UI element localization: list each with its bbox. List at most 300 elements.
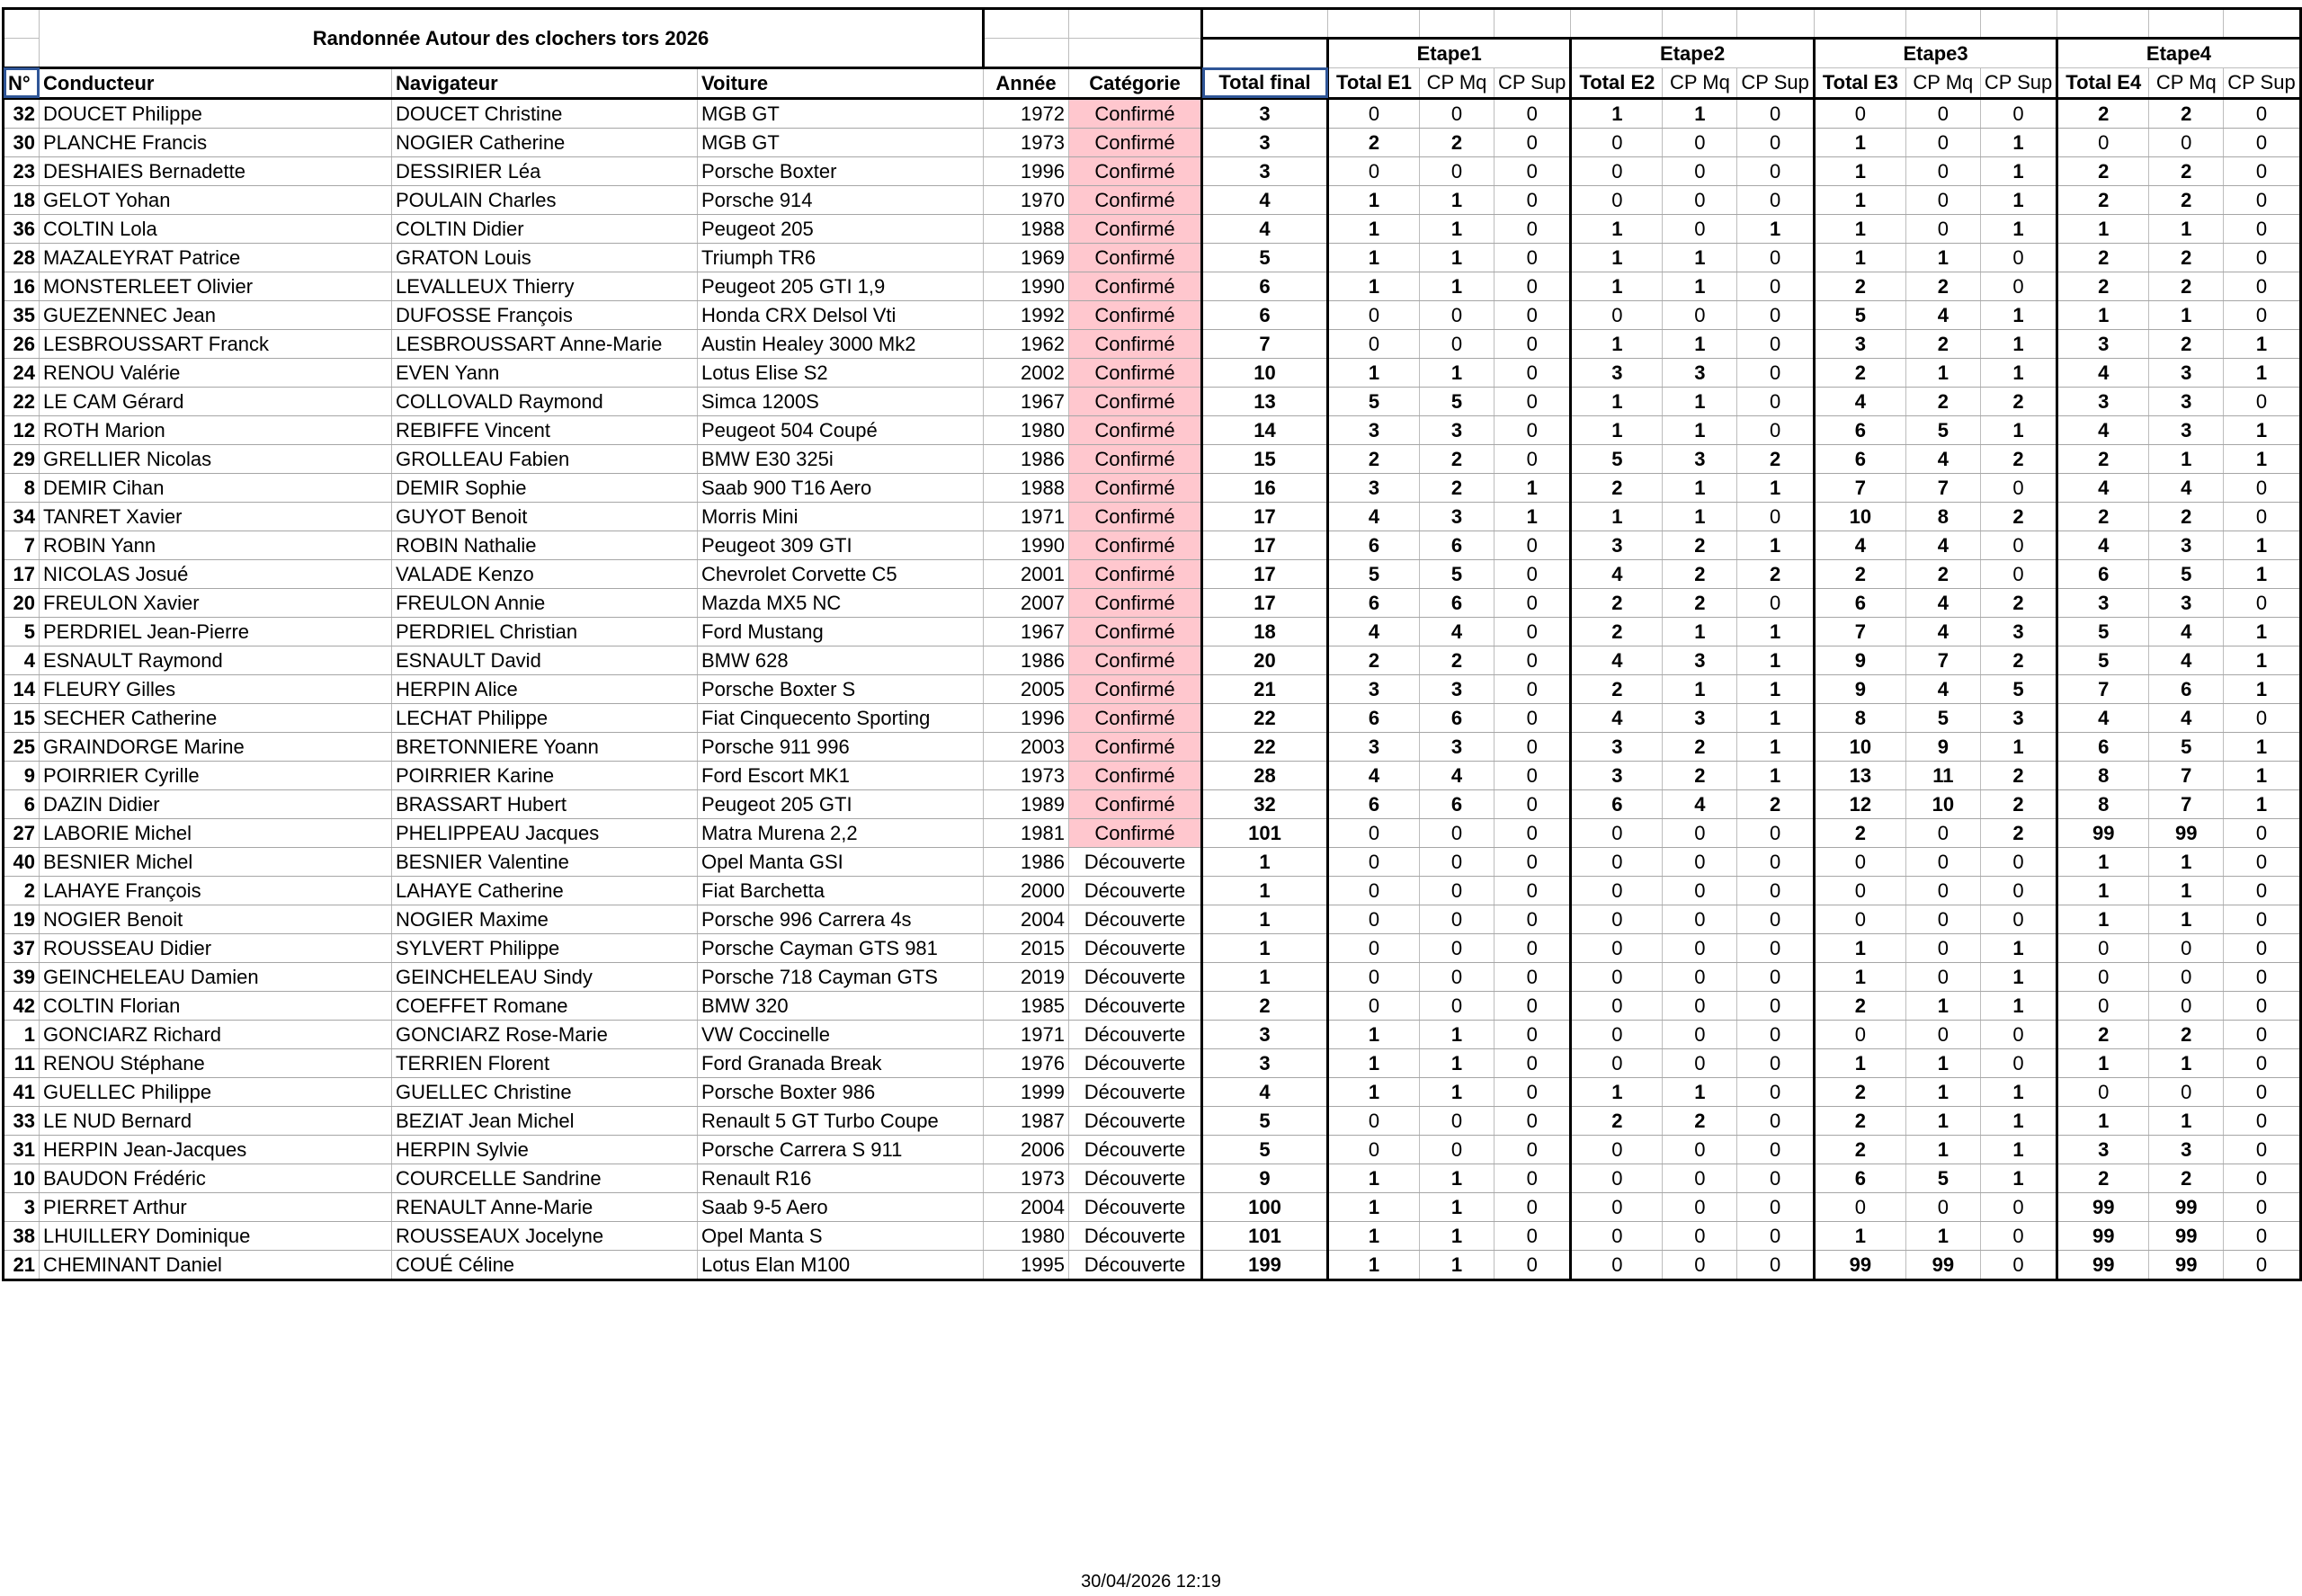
cell-cp-sup-e1[interactable]: 0	[1495, 444, 1571, 473]
cell-cp-sup-e2[interactable]: 1	[1737, 473, 1814, 502]
col-header-cp-mq-e3[interactable]: CP Mq	[1905, 67, 1980, 98]
cell-cp-sup-e2[interactable]: 0	[1737, 185, 1814, 214]
cell-total-e4[interactable]: 3	[2057, 1135, 2149, 1164]
cell-total-final[interactable]: 32	[1202, 789, 1328, 818]
cell-total-final[interactable]: 17	[1202, 502, 1328, 531]
cell-total-e2[interactable]: 0	[1571, 991, 1663, 1020]
cell-total-e2[interactable]: 0	[1571, 185, 1663, 214]
cell-cp-sup-e1[interactable]: 0	[1495, 243, 1571, 272]
cell-cp-mq-e4[interactable]: 0	[2149, 128, 2224, 156]
cell-total-e3[interactable]: 4	[1814, 531, 1905, 559]
empty-cell[interactable]	[4, 9, 40, 39]
cell-car[interactable]: Porsche 718 Cayman GTS	[698, 962, 984, 991]
cell-category[interactable]: Confirmé	[1069, 732, 1202, 761]
cell-driver[interactable]: PIERRET Arthur	[40, 1192, 392, 1221]
cell-category[interactable]: Confirmé	[1069, 272, 1202, 300]
cell-total-e2[interactable]: 1	[1571, 502, 1663, 531]
col-header-total-e3[interactable]: Total E3	[1814, 67, 1905, 98]
cell-total-e3[interactable]: 2	[1814, 358, 1905, 387]
cell-cp-sup-e1[interactable]: 0	[1495, 761, 1571, 789]
cell-total-e2[interactable]: 3	[1571, 358, 1663, 387]
cell-cp-mq-e4[interactable]: 7	[2149, 789, 2224, 818]
cell-cp-sup-e3[interactable]: 1	[1980, 358, 2057, 387]
cell-cp-sup-e3[interactable]: 2	[1980, 789, 2057, 818]
col-header-cp-mq-e2[interactable]: CP Mq	[1663, 67, 1737, 98]
cell-navigator[interactable]: ROBIN Nathalie	[392, 531, 698, 559]
empty-cell[interactable]	[2057, 9, 2149, 39]
cell-cp-sup-e4[interactable]: 0	[2224, 98, 2300, 128]
cell-cp-sup-e3[interactable]: 0	[1980, 1250, 2057, 1279]
cell-total-e2[interactable]: 4	[1571, 703, 1663, 732]
cell-navigator[interactable]: LESBROUSSART Anne-Marie	[392, 329, 698, 358]
cell-cp-sup-e2[interactable]: 0	[1737, 876, 1814, 905]
cell-cp-mq-e2[interactable]: 0	[1663, 1192, 1737, 1221]
cell-car[interactable]: Fiat Cinquecento Sporting	[698, 703, 984, 732]
cell-car[interactable]: Triumph TR6	[698, 243, 984, 272]
cell-total-e1[interactable]: 2	[1328, 646, 1420, 674]
cell-category[interactable]: Découverte	[1069, 1192, 1202, 1221]
cell-total-e4[interactable]: 3	[2057, 588, 2149, 617]
empty-cell[interactable]	[1737, 9, 1814, 39]
cell-car[interactable]: MGB GT	[698, 128, 984, 156]
cell-category[interactable]: Confirmé	[1069, 789, 1202, 818]
cell-total-e2[interactable]: 0	[1571, 847, 1663, 876]
cell-cp-sup-e1[interactable]: 0	[1495, 703, 1571, 732]
cell-total-e4[interactable]: 1	[2057, 1048, 2149, 1077]
cell-cp-sup-e1[interactable]: 0	[1495, 588, 1571, 617]
cell-cp-sup-e3[interactable]: 1	[1980, 1077, 2057, 1106]
cell-total-e4[interactable]: 3	[2057, 387, 2149, 415]
cell-total-e1[interactable]: 6	[1328, 789, 1420, 818]
cell-cp-mq-e1[interactable]: 2	[1420, 473, 1495, 502]
cell-cp-mq-e3[interactable]: 7	[1905, 646, 1980, 674]
cell-driver[interactable]: RENOU Valérie	[40, 358, 392, 387]
cell-driver[interactable]: MAZALEYRAT Patrice	[40, 243, 392, 272]
cell-total-final[interactable]: 22	[1202, 732, 1328, 761]
cell-navigator[interactable]: NOGIER Catherine	[392, 128, 698, 156]
cell-year[interactable]: 1981	[984, 818, 1069, 847]
cell-total-final[interactable]: 101	[1202, 818, 1328, 847]
cell-category[interactable]: Confirmé	[1069, 329, 1202, 358]
cell-year[interactable]: 1972	[984, 98, 1069, 128]
cell-total-e4[interactable]: 99	[2057, 1192, 2149, 1221]
cell-cp-sup-e2[interactable]: 0	[1737, 1106, 1814, 1135]
cell-cp-mq-e1[interactable]: 4	[1420, 761, 1495, 789]
cell-num[interactable]: 25	[4, 732, 40, 761]
cell-cp-mq-e2[interactable]: 1	[1663, 272, 1737, 300]
cell-car[interactable]: Porsche Cayman GTS 981	[698, 933, 984, 962]
cell-total-e1[interactable]: 0	[1328, 905, 1420, 933]
cell-cp-mq-e2[interactable]: 0	[1663, 214, 1737, 243]
cell-cp-sup-e3[interactable]: 1	[1980, 732, 2057, 761]
cell-num[interactable]: 1	[4, 1020, 40, 1048]
cell-year[interactable]: 2005	[984, 674, 1069, 703]
cell-cp-mq-e4[interactable]: 0	[2149, 991, 2224, 1020]
cell-cp-mq-e2[interactable]: 0	[1663, 1221, 1737, 1250]
cell-cp-sup-e2[interactable]: 1	[1737, 617, 1814, 646]
cell-year[interactable]: 1973	[984, 128, 1069, 156]
cell-cp-sup-e4[interactable]: 0	[2224, 502, 2300, 531]
cell-cp-sup-e2[interactable]: 0	[1737, 991, 1814, 1020]
cell-total-e4[interactable]: 2	[2057, 243, 2149, 272]
cell-total-e3[interactable]: 6	[1814, 444, 1905, 473]
cell-num[interactable]: 33	[4, 1106, 40, 1135]
cell-cp-sup-e2[interactable]: 0	[1737, 905, 1814, 933]
cell-cp-mq-e2[interactable]: 1	[1663, 329, 1737, 358]
cell-cp-sup-e3[interactable]: 0	[1980, 243, 2057, 272]
cell-cp-sup-e3[interactable]: 0	[1980, 1020, 2057, 1048]
cell-driver[interactable]: FREULON Xavier	[40, 588, 392, 617]
cell-cp-sup-e2[interactable]: 0	[1737, 156, 1814, 185]
cell-category[interactable]: Découverte	[1069, 991, 1202, 1020]
cell-cp-mq-e4[interactable]: 2	[2149, 98, 2224, 128]
cell-total-e1[interactable]: 1	[1328, 1192, 1420, 1221]
cell-car[interactable]: BMW E30 325i	[698, 444, 984, 473]
cell-cp-mq-e2[interactable]: 3	[1663, 444, 1737, 473]
cell-total-e1[interactable]: 1	[1328, 272, 1420, 300]
cell-total-final[interactable]: 6	[1202, 272, 1328, 300]
cell-total-e1[interactable]: 0	[1328, 962, 1420, 991]
cell-cp-mq-e4[interactable]: 1	[2149, 214, 2224, 243]
cell-navigator[interactable]: DEMIR Sophie	[392, 473, 698, 502]
cell-total-final[interactable]: 5	[1202, 1135, 1328, 1164]
cell-total-e4[interactable]: 1	[2057, 1106, 2149, 1135]
cell-total-e1[interactable]: 0	[1328, 300, 1420, 329]
cell-cp-sup-e1[interactable]: 0	[1495, 789, 1571, 818]
cell-cp-sup-e2[interactable]: 0	[1737, 502, 1814, 531]
empty-cell[interactable]	[1328, 9, 1420, 39]
cell-driver[interactable]: GELOT Yohan	[40, 185, 392, 214]
cell-total-e4[interactable]: 4	[2057, 415, 2149, 444]
cell-car[interactable]: Mazda MX5 NC	[698, 588, 984, 617]
cell-cp-sup-e4[interactable]: 1	[2224, 444, 2300, 473]
cell-cp-sup-e2[interactable]: 0	[1737, 1221, 1814, 1250]
cell-cp-sup-e4[interactable]: 1	[2224, 732, 2300, 761]
cell-total-e1[interactable]: 0	[1328, 156, 1420, 185]
cell-num[interactable]: 26	[4, 329, 40, 358]
cell-car[interactable]: Peugeot 309 GTI	[698, 531, 984, 559]
cell-total-e3[interactable]: 6	[1814, 1164, 1905, 1192]
cell-year[interactable]: 1973	[984, 761, 1069, 789]
cell-driver[interactable]: GRAINDORGE Marine	[40, 732, 392, 761]
cell-cp-mq-e3[interactable]: 10	[1905, 789, 1980, 818]
cell-cp-sup-e2[interactable]: 0	[1737, 329, 1814, 358]
cell-navigator[interactable]: COEFFET Romane	[392, 991, 698, 1020]
cell-navigator[interactable]: HERPIN Sylvie	[392, 1135, 698, 1164]
cell-cp-mq-e2[interactable]: 0	[1663, 905, 1737, 933]
cell-car[interactable]: Saab 900 T16 Aero	[698, 473, 984, 502]
cell-cp-mq-e3[interactable]: 0	[1905, 1192, 1980, 1221]
cell-cp-mq-e4[interactable]: 0	[2149, 1077, 2224, 1106]
cell-car[interactable]: Peugeot 205 GTI	[698, 789, 984, 818]
cell-total-e1[interactable]: 3	[1328, 674, 1420, 703]
cell-cp-mq-e1[interactable]: 6	[1420, 588, 1495, 617]
cell-cp-mq-e1[interactable]: 0	[1420, 1135, 1495, 1164]
cell-total-e4[interactable]: 2	[2057, 98, 2149, 128]
cell-cp-sup-e4[interactable]: 1	[2224, 531, 2300, 559]
cell-cp-sup-e1[interactable]: 0	[1495, 1221, 1571, 1250]
cell-driver[interactable]: POIRRIER Cyrille	[40, 761, 392, 789]
cell-cp-sup-e2[interactable]: 0	[1737, 243, 1814, 272]
cell-total-e3[interactable]: 13	[1814, 761, 1905, 789]
cell-cp-mq-e3[interactable]: 0	[1905, 98, 1980, 128]
cell-cp-sup-e4[interactable]: 1	[2224, 761, 2300, 789]
cell-cp-mq-e1[interactable]: 1	[1420, 185, 1495, 214]
empty-cell[interactable]	[1663, 9, 1737, 39]
cell-cp-mq-e2[interactable]: 3	[1663, 358, 1737, 387]
cell-cp-mq-e3[interactable]: 1	[1905, 1077, 1980, 1106]
cell-cp-sup-e2[interactable]: 0	[1737, 128, 1814, 156]
cell-total-e2[interactable]: 0	[1571, 128, 1663, 156]
cell-total-e4[interactable]: 99	[2057, 1250, 2149, 1279]
cell-cp-sup-e4[interactable]: 0	[2224, 703, 2300, 732]
cell-year[interactable]: 2001	[984, 559, 1069, 588]
cell-navigator[interactable]: GUYOT Benoit	[392, 502, 698, 531]
cell-navigator[interactable]: DUFOSSE François	[392, 300, 698, 329]
cell-cp-mq-e3[interactable]: 8	[1905, 502, 1980, 531]
cell-cp-sup-e2[interactable]: 0	[1737, 1020, 1814, 1048]
cell-total-e2[interactable]: 0	[1571, 905, 1663, 933]
cell-cp-sup-e1[interactable]: 0	[1495, 818, 1571, 847]
empty-cell[interactable]	[1069, 9, 1202, 39]
cell-num[interactable]: 40	[4, 847, 40, 876]
cell-cp-sup-e3[interactable]: 1	[1980, 214, 2057, 243]
cell-year[interactable]: 1962	[984, 329, 1069, 358]
cell-cp-mq-e4[interactable]: 2	[2149, 243, 2224, 272]
cell-cp-sup-e4[interactable]: 1	[2224, 559, 2300, 588]
cell-total-final[interactable]: 13	[1202, 387, 1328, 415]
cell-cp-sup-e1[interactable]: 0	[1495, 905, 1571, 933]
cell-num[interactable]: 22	[4, 387, 40, 415]
cell-cp-sup-e3[interactable]: 2	[1980, 502, 2057, 531]
cell-navigator[interactable]: COURCELLE Sandrine	[392, 1164, 698, 1192]
cell-cp-sup-e1[interactable]: 0	[1495, 387, 1571, 415]
cell-num[interactable]: 29	[4, 444, 40, 473]
cell-cp-sup-e1[interactable]: 0	[1495, 185, 1571, 214]
cell-cp-sup-e2[interactable]: 1	[1737, 531, 1814, 559]
cell-year[interactable]: 2007	[984, 588, 1069, 617]
cell-driver[interactable]: FLEURY Gilles	[40, 674, 392, 703]
cell-cp-sup-e3[interactable]: 0	[1980, 876, 2057, 905]
cell-car[interactable]: BMW 320	[698, 991, 984, 1020]
cell-cp-mq-e1[interactable]: 1	[1420, 1250, 1495, 1279]
cell-cp-sup-e4[interactable]: 0	[2224, 185, 2300, 214]
cell-cp-mq-e3[interactable]: 0	[1905, 185, 1980, 214]
cell-driver[interactable]: LE NUD Bernard	[40, 1106, 392, 1135]
cell-navigator[interactable]: EVEN Yann	[392, 358, 698, 387]
cell-cp-mq-e1[interactable]: 0	[1420, 905, 1495, 933]
cell-category[interactable]: Confirmé	[1069, 98, 1202, 128]
cell-cp-sup-e3[interactable]: 1	[1980, 962, 2057, 991]
cell-cp-sup-e1[interactable]: 0	[1495, 358, 1571, 387]
cell-cp-sup-e3[interactable]: 1	[1980, 1106, 2057, 1135]
cell-total-e3[interactable]: 1	[1814, 1221, 1905, 1250]
cell-cp-sup-e1[interactable]: 0	[1495, 531, 1571, 559]
empty-cell[interactable]	[2224, 9, 2300, 39]
cell-total-e4[interactable]: 5	[2057, 617, 2149, 646]
cell-navigator[interactable]: POIRRIER Karine	[392, 761, 698, 789]
cell-cp-mq-e1[interactable]: 2	[1420, 444, 1495, 473]
cell-cp-mq-e4[interactable]: 1	[2149, 300, 2224, 329]
cell-num[interactable]: 5	[4, 617, 40, 646]
cell-cp-mq-e2[interactable]: 2	[1663, 559, 1737, 588]
cell-total-e1[interactable]: 4	[1328, 761, 1420, 789]
cell-cp-mq-e4[interactable]: 5	[2149, 559, 2224, 588]
cell-cp-sup-e3[interactable]: 0	[1980, 847, 2057, 876]
cell-cp-sup-e4[interactable]: 0	[2224, 214, 2300, 243]
cell-year[interactable]: 1987	[984, 1106, 1069, 1135]
cell-cp-sup-e4[interactable]: 0	[2224, 1020, 2300, 1048]
cell-driver[interactable]: DOUCET Philippe	[40, 98, 392, 128]
cell-total-e3[interactable]: 2	[1814, 1135, 1905, 1164]
cell-total-e4[interactable]: 4	[2057, 473, 2149, 502]
cell-cp-mq-e3[interactable]: 0	[1905, 876, 1980, 905]
cell-cp-sup-e4[interactable]: 0	[2224, 300, 2300, 329]
cell-navigator[interactable]: GEINCHELEAU Sindy	[392, 962, 698, 991]
cell-cp-sup-e4[interactable]: 0	[2224, 1250, 2300, 1279]
cell-cp-mq-e2[interactable]: 4	[1663, 789, 1737, 818]
cell-total-final[interactable]: 3	[1202, 1020, 1328, 1048]
cell-num[interactable]: 17	[4, 559, 40, 588]
cell-total-e3[interactable]: 9	[1814, 674, 1905, 703]
cell-total-e3[interactable]: 4	[1814, 387, 1905, 415]
cell-total-e3[interactable]: 0	[1814, 1020, 1905, 1048]
empty-cell[interactable]	[984, 38, 1069, 67]
cell-driver[interactable]: SECHER Catherine	[40, 703, 392, 732]
cell-total-e4[interactable]: 7	[2057, 674, 2149, 703]
cell-cp-mq-e1[interactable]: 4	[1420, 617, 1495, 646]
cell-total-e3[interactable]: 0	[1814, 905, 1905, 933]
empty-cell[interactable]	[1202, 38, 1328, 67]
cell-total-e3[interactable]: 12	[1814, 789, 1905, 818]
cell-num[interactable]: 35	[4, 300, 40, 329]
cell-category[interactable]: Découverte	[1069, 1221, 1202, 1250]
cell-cp-sup-e3[interactable]: 1	[1980, 300, 2057, 329]
cell-cp-mq-e1[interactable]: 6	[1420, 531, 1495, 559]
cell-cp-mq-e2[interactable]: 2	[1663, 732, 1737, 761]
cell-num[interactable]: 10	[4, 1164, 40, 1192]
cell-year[interactable]: 1969	[984, 243, 1069, 272]
cell-cp-sup-e4[interactable]: 0	[2224, 272, 2300, 300]
cell-category[interactable]: Confirmé	[1069, 703, 1202, 732]
cell-cp-sup-e3[interactable]: 1	[1980, 156, 2057, 185]
cell-total-e2[interactable]: 2	[1571, 674, 1663, 703]
cell-driver[interactable]: COLTIN Florian	[40, 991, 392, 1020]
cell-total-final[interactable]: 15	[1202, 444, 1328, 473]
cell-year[interactable]: 2019	[984, 962, 1069, 991]
cell-num[interactable]: 3	[4, 1192, 40, 1221]
cell-cp-mq-e4[interactable]: 2	[2149, 1164, 2224, 1192]
cell-cp-mq-e1[interactable]: 0	[1420, 847, 1495, 876]
cell-navigator[interactable]: LEVALLEUX Thierry	[392, 272, 698, 300]
cell-total-final[interactable]: 14	[1202, 415, 1328, 444]
cell-total-e4[interactable]: 0	[2057, 1077, 2149, 1106]
cell-total-e4[interactable]: 99	[2057, 818, 2149, 847]
cell-cp-mq-e2[interactable]: 0	[1663, 876, 1737, 905]
cell-total-e2[interactable]: 0	[1571, 1020, 1663, 1048]
col-header-category[interactable]: Catégorie	[1069, 67, 1202, 98]
cell-total-e3[interactable]: 1	[1814, 962, 1905, 991]
cell-total-e3[interactable]: 9	[1814, 646, 1905, 674]
cell-cp-sup-e4[interactable]: 0	[2224, 1135, 2300, 1164]
cell-driver[interactable]: BESNIER Michel	[40, 847, 392, 876]
cell-driver[interactable]: ROUSSEAU Didier	[40, 933, 392, 962]
cell-total-e3[interactable]: 0	[1814, 1192, 1905, 1221]
cell-driver[interactable]: LE CAM Gérard	[40, 387, 392, 415]
cell-total-e3[interactable]: 10	[1814, 732, 1905, 761]
col-header-driver[interactable]: Conducteur	[40, 67, 392, 98]
cell-num[interactable]: 31	[4, 1135, 40, 1164]
cell-cp-sup-e1[interactable]: 0	[1495, 98, 1571, 128]
cell-cp-sup-e4[interactable]: 0	[2224, 1192, 2300, 1221]
cell-num[interactable]: 23	[4, 156, 40, 185]
cell-navigator[interactable]: HERPIN Alice	[392, 674, 698, 703]
cell-cp-sup-e1[interactable]: 0	[1495, 876, 1571, 905]
cell-car[interactable]: Porsche 996 Carrera 4s	[698, 905, 984, 933]
cell-cp-sup-e4[interactable]: 0	[2224, 905, 2300, 933]
cell-cp-mq-e3[interactable]: 0	[1905, 962, 1980, 991]
cell-cp-sup-e2[interactable]: 0	[1737, 1077, 1814, 1106]
cell-cp-mq-e3[interactable]: 5	[1905, 703, 1980, 732]
cell-num[interactable]: 21	[4, 1250, 40, 1279]
cell-year[interactable]: 2006	[984, 1135, 1069, 1164]
cell-category[interactable]: Découverte	[1069, 1164, 1202, 1192]
cell-cp-sup-e2[interactable]: 0	[1737, 1250, 1814, 1279]
cell-car[interactable]: Matra Murena 2,2	[698, 818, 984, 847]
cell-cp-mq-e2[interactable]: 1	[1663, 243, 1737, 272]
cell-total-final[interactable]: 22	[1202, 703, 1328, 732]
cell-car[interactable]: BMW 628	[698, 646, 984, 674]
cell-num[interactable]: 16	[4, 272, 40, 300]
cell-total-e2[interactable]: 6	[1571, 789, 1663, 818]
cell-total-e2[interactable]: 1	[1571, 329, 1663, 358]
cell-cp-mq-e3[interactable]: 4	[1905, 300, 1980, 329]
cell-cp-mq-e2[interactable]: 2	[1663, 588, 1737, 617]
cell-cp-mq-e2[interactable]: 1	[1663, 617, 1737, 646]
cell-cp-mq-e2[interactable]: 1	[1663, 473, 1737, 502]
cell-num[interactable]: 9	[4, 761, 40, 789]
cell-total-e4[interactable]: 1	[2057, 300, 2149, 329]
cell-total-e1[interactable]: 0	[1328, 98, 1420, 128]
cell-category[interactable]: Confirmé	[1069, 818, 1202, 847]
cell-cp-mq-e2[interactable]: 0	[1663, 1164, 1737, 1192]
cell-car[interactable]: Renault R16	[698, 1164, 984, 1192]
cell-cp-sup-e1[interactable]: 1	[1495, 473, 1571, 502]
cell-driver[interactable]: DEMIR Cihan	[40, 473, 392, 502]
cell-total-final[interactable]: 3	[1202, 1048, 1328, 1077]
cell-category[interactable]: Découverte	[1069, 962, 1202, 991]
cell-cp-sup-e4[interactable]: 0	[2224, 156, 2300, 185]
cell-category[interactable]: Confirmé	[1069, 473, 1202, 502]
cell-cp-mq-e1[interactable]: 0	[1420, 1106, 1495, 1135]
cell-cp-mq-e2[interactable]: 3	[1663, 703, 1737, 732]
cell-year[interactable]: 1986	[984, 646, 1069, 674]
cell-total-e1[interactable]: 0	[1328, 847, 1420, 876]
cell-cp-mq-e1[interactable]: 6	[1420, 789, 1495, 818]
cell-total-e1[interactable]: 0	[1328, 876, 1420, 905]
cell-total-e2[interactable]: 2	[1571, 1106, 1663, 1135]
cell-driver[interactable]: PERDRIEL Jean-Pierre	[40, 617, 392, 646]
cell-num[interactable]: 39	[4, 962, 40, 991]
cell-cp-mq-e3[interactable]: 2	[1905, 387, 1980, 415]
cell-num[interactable]: 30	[4, 128, 40, 156]
cell-total-e1[interactable]: 4	[1328, 617, 1420, 646]
cell-total-e3[interactable]: 1	[1814, 933, 1905, 962]
empty-cell[interactable]	[1069, 38, 1202, 67]
cell-cp-sup-e4[interactable]: 0	[2224, 962, 2300, 991]
cell-total-e2[interactable]: 3	[1571, 761, 1663, 789]
cell-total-e2[interactable]: 0	[1571, 876, 1663, 905]
